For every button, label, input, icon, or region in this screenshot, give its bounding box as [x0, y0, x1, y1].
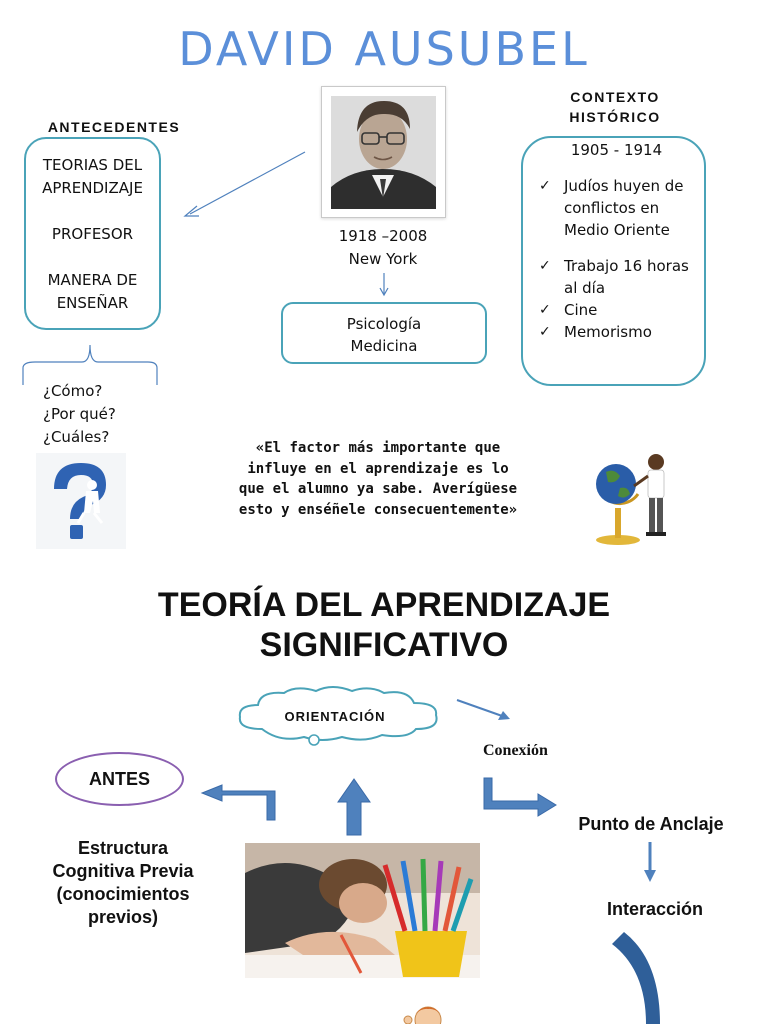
contexto-item-text: Trabajo 16 horas al día	[564, 257, 689, 297]
antecedente-item: PROFESOR	[51, 225, 134, 243]
checkmark-icon: ✓	[539, 324, 551, 340]
conexion-label: Conexión	[483, 742, 548, 759]
punto-anclaje-label: Punto de Anclaje	[578, 814, 724, 834]
orientacion-label: ORIENTACIÓN	[284, 709, 386, 724]
antecedente-item: TEORIAS DEL APRENDIZAJE	[42, 156, 143, 197]
bent-arrow-right	[484, 778, 556, 816]
question-mark-figure-icon	[36, 453, 126, 549]
checkmark-icon: ✓	[539, 302, 551, 318]
field-medicina: Medicina	[350, 337, 418, 355]
estructura-line: Cognitiva Previa	[52, 861, 194, 881]
question-item: ¿Cuáles?	[43, 428, 110, 446]
bio-dates	[318, 225, 448, 271]
teacher-globe-icon	[590, 448, 675, 546]
brace-connector	[23, 345, 157, 385]
contexto-label-line2: HISTÓRICO	[569, 109, 661, 125]
field-psicologia: Psicología	[346, 315, 422, 333]
fields-box	[281, 302, 487, 364]
questions-list	[43, 380, 116, 449]
antecedente-item: MANERA DE ENSEÑAR	[47, 271, 138, 312]
birth-place: New York	[348, 250, 418, 268]
cartoon-figure-partial	[400, 1000, 450, 1024]
curved-arrow	[612, 932, 660, 1024]
cloud-to-conexion-arrow	[457, 700, 505, 717]
contexto-years: 1905 - 1914	[570, 141, 663, 159]
contexto-list	[539, 175, 694, 343]
question-item: ¿Cómo?	[43, 382, 103, 400]
list-item	[539, 255, 694, 299]
contexto-label	[540, 87, 690, 127]
theory-title	[60, 585, 708, 665]
estructura-line: Estructura	[77, 838, 169, 858]
question-item: ¿Por qué?	[43, 405, 116, 423]
contexto-item-text: Judíos huyen de conflictos en Medio Oriente	[564, 177, 684, 239]
contexto-item-text: Cine	[564, 301, 598, 319]
estructura-line: (conocimientos	[56, 884, 190, 904]
list-item	[539, 299, 694, 321]
checkmark-icon: ✓	[539, 258, 551, 274]
checkmark-icon: ✓	[539, 178, 551, 194]
child-with-pencils-photo	[245, 843, 480, 978]
list-item	[539, 175, 694, 241]
contexto-item-text: Memorismo	[564, 323, 652, 341]
contexto-box	[521, 136, 706, 386]
theory-title-line1: TEORÍA DEL APRENDIZAJE	[157, 586, 611, 624]
list-item	[539, 321, 694, 343]
portrait-photo	[321, 86, 446, 218]
antes-ellipse: ANTES	[55, 752, 184, 806]
photo-to-antecedentes-arrow	[190, 152, 305, 214]
life-dates: 1918 –2008	[338, 227, 428, 245]
up-arrow	[338, 779, 370, 835]
antecedentes-label: ANTECEDENTES	[47, 119, 181, 135]
interaccion-label: Interacción	[606, 899, 704, 919]
ausubel-quote: «El factor más importante que influye en el aprendizaje es lo que el alumno ya sabe. Averígüese esto y enséñele consecuentemente»	[238, 440, 518, 518]
estructura-line: previos)	[87, 907, 159, 927]
contexto-label-line1: CONTEXTO	[570, 89, 660, 105]
bent-arrow-left	[202, 785, 275, 820]
page-title: DAVID AUSUBEL	[178, 22, 590, 76]
theory-title-line2: SIGNIFICATIVO	[259, 626, 509, 664]
